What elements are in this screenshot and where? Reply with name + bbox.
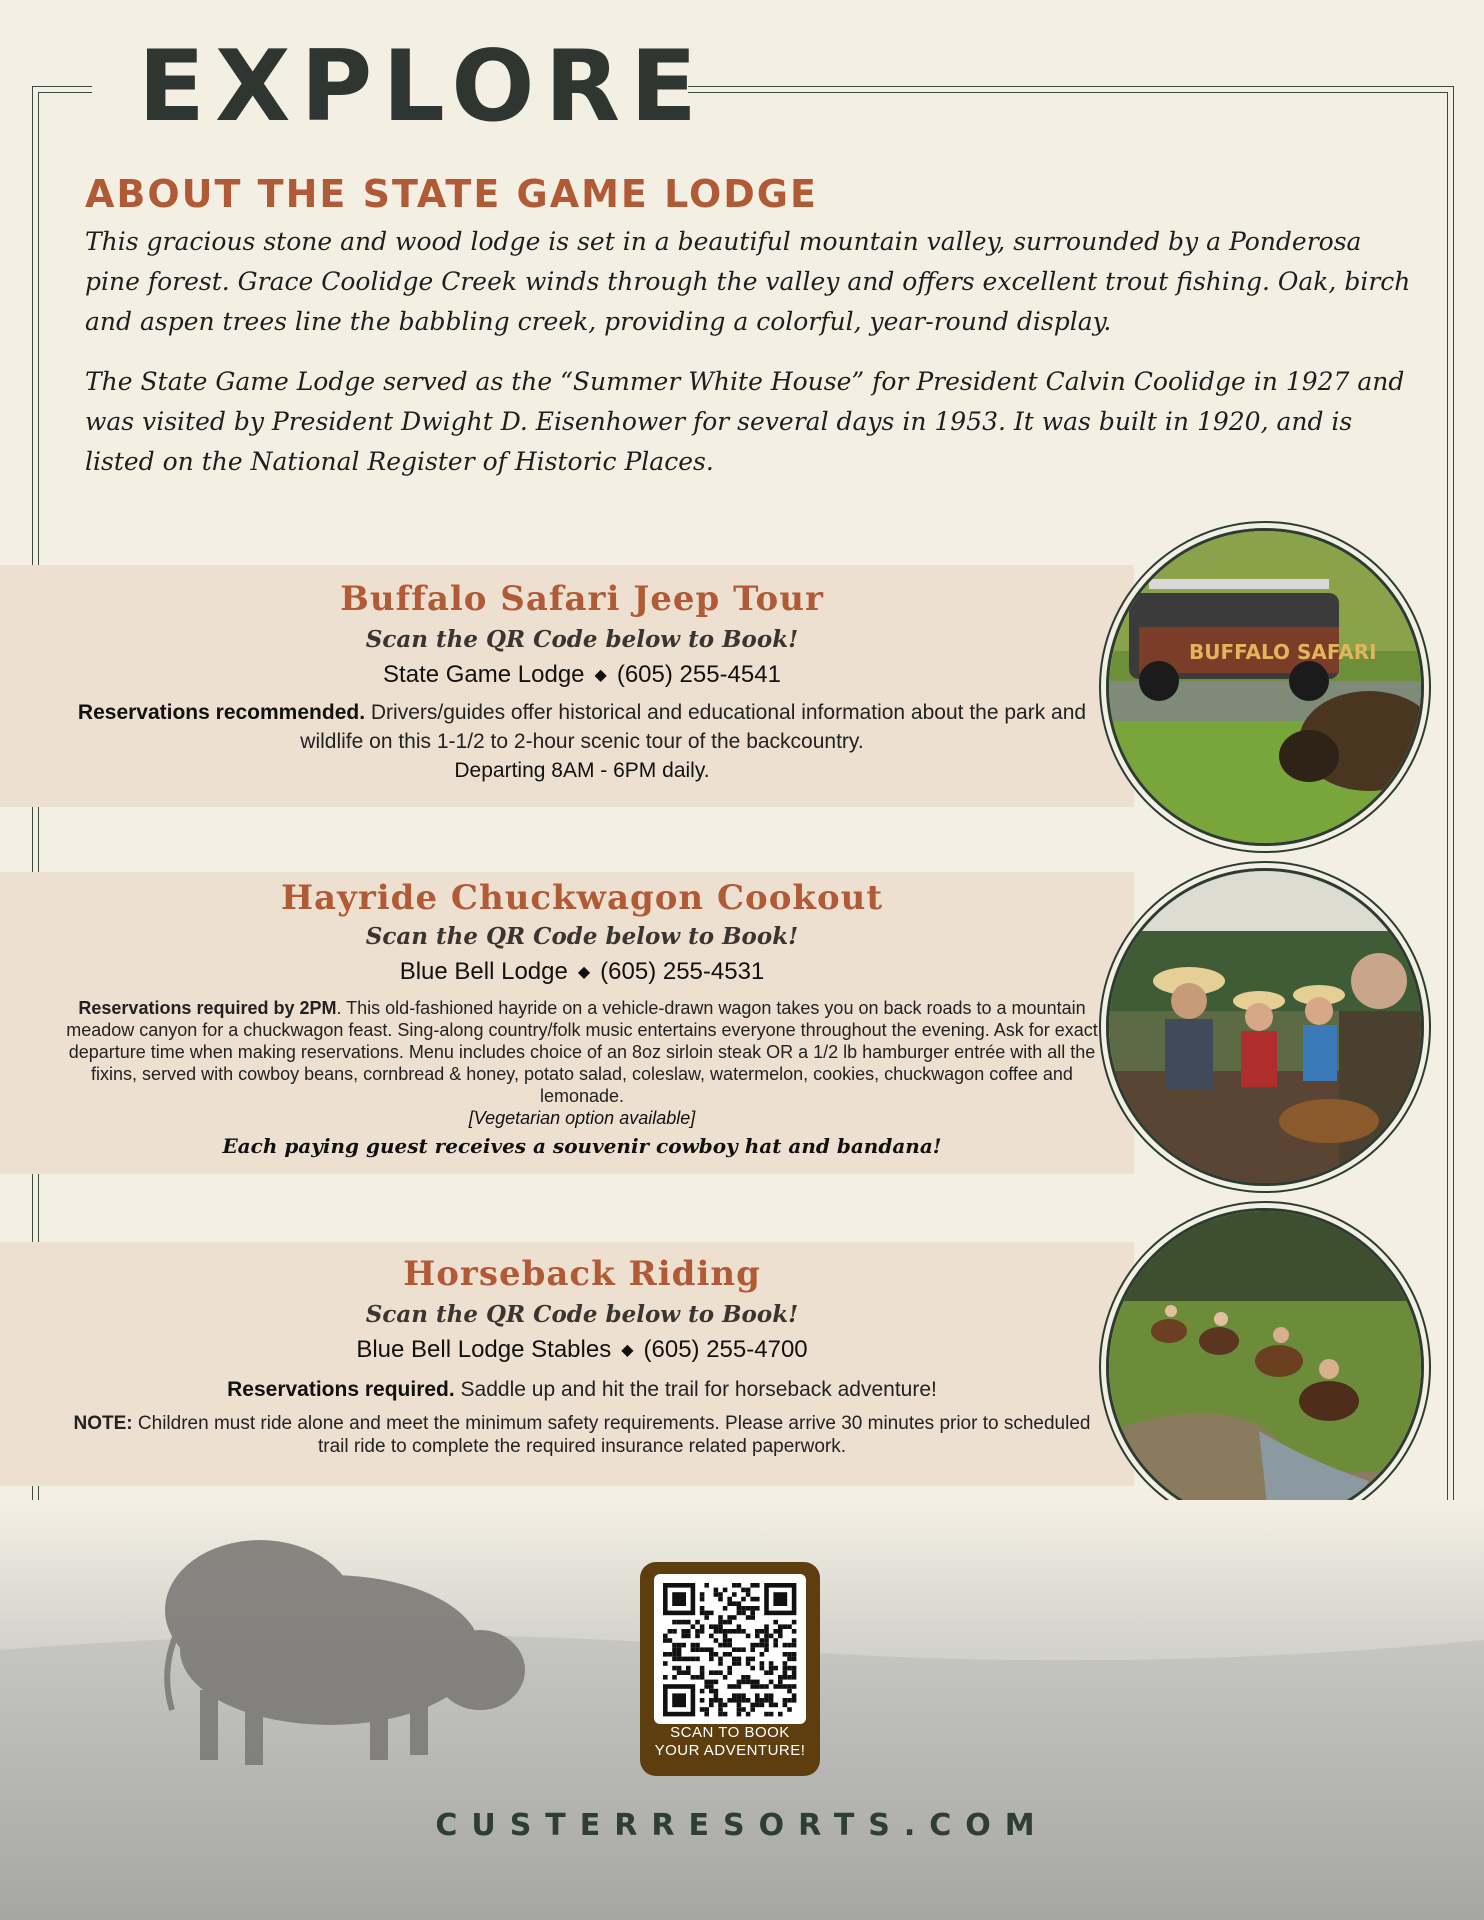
description <box>60 698 1104 756</box>
horseback-photo <box>1106 1208 1424 1526</box>
contact-line <box>60 657 1104 696</box>
location: State Game Lodge <box>383 661 585 688</box>
section-jeep-tour <box>60 577 1104 785</box>
reservation-note: Reservations required. <box>227 1378 455 1401</box>
safety-note <box>60 1412 1104 1458</box>
section-title: Horseback Riding <box>403 1254 761 1294</box>
phone-number[interactable]: (605) 255-4700 <box>643 1336 808 1363</box>
about-heading: ABOUT THE STATE GAME LODGE <box>85 172 818 216</box>
phone-number[interactable]: (605) 255-4531 <box>600 958 765 985</box>
location: Blue Bell Lodge <box>399 958 568 985</box>
scan-prompt: Scan the QR Code below to Book! <box>365 1301 799 1328</box>
contact-line <box>60 1332 1104 1371</box>
about-paragraph-2: The State Game Lodge served as the “Summer White House” for President Calvin Coolidge in 1927 and was visited by President Dwight D. Eisenhower for several days in 1953. It was built in 1920, and is listed on the National Register of Historic Places. <box>85 367 1405 476</box>
description-text: Saddle up and hit the trail for horseback adventure! <box>454 1378 937 1401</box>
scan-prompt: Scan the QR Code below to Book! <box>365 626 799 653</box>
section-title: Hayride Chuckwagon Cookout <box>280 878 884 918</box>
booking-qr-card[interactable] <box>640 1562 820 1776</box>
jeep-banner-text: BUFFALO SAFARI <box>1189 640 1377 664</box>
reservation-note: Reservations recommended. <box>77 701 366 724</box>
description-text: Drivers/guides offer historical and educational information about the park and wildlife on this 1-1/2 to 2-hour scenic tour of the backcountry. <box>300 701 1087 753</box>
description <box>60 997 1104 1107</box>
reservation-note: Reservations required by 2PM <box>78 998 337 1018</box>
qr-caption-line-1: SCAN TO BOOK <box>670 1724 790 1741</box>
section-horseback <box>60 1252 1104 1458</box>
diamond-icon: ◆ <box>621 1342 634 1359</box>
page-title: EXPLORE <box>138 30 707 144</box>
website-link[interactable]: CUSTERRESORTS.COM <box>435 1808 1049 1843</box>
jeep-tour-photo <box>1106 528 1424 846</box>
location: Blue Bell Lodge Stables <box>356 1336 612 1363</box>
phone-number[interactable]: (605) 255-4541 <box>616 661 781 688</box>
hayride-photo <box>1106 868 1424 1186</box>
diamond-icon: ◆ <box>577 964 591 981</box>
description-text: . This old-fashioned hayride on a vehicle-drawn wagon takes you on back roads to a mountain meadow canyon for a chuckwagon feast. Sing-along country/folk music entertains everyone throughout the evening. Ask for exact departure time when making reservations. Menu includes choice of an 8oz sirloin steak OR a 1/2 lb hamburger entrée with all the fixins, served with cowboy beans, cornbread & honey, potato salad, coleslaw, watermelon, cookies, chuckwagon coffee and lemonade. <box>66 998 1098 1106</box>
section-title: Buffalo Safari Jeep Tour <box>340 579 824 619</box>
about-paragraph-1: This gracious stone and wood lodge is set in a beautiful mountain valley, surrounded by a Ponderosa pine forest. Grace Coolidge Creek winds through the valley and offers excellent trout fishing. Oak, birch and aspen trees line the babbling creek, providing a colorful, year-round display. <box>85 227 1411 336</box>
promo-text: Each paying guest receives a souvenir cowboy hat and bandana! <box>222 1134 942 1158</box>
description <box>60 1375 1104 1404</box>
note-text: Children must ride alone and meet the minimum safety requirements. Please arrive 30 minutes prior to scheduled trail ride to complete the required insurance related paperwork. <box>132 1413 1091 1457</box>
qr-caption <box>640 1724 820 1760</box>
vegetarian-note: [Vegetarian option available] <box>468 1108 696 1128</box>
diamond-icon: ◆ <box>594 667 607 684</box>
qr-code-area[interactable] <box>654 1574 806 1724</box>
note-label: NOTE: <box>73 1413 133 1434</box>
departure-times: Departing 8AM - 6PM daily. <box>454 759 710 782</box>
scan-prompt: Scan the QR Code below to Book! <box>365 923 799 950</box>
section-hayride <box>60 876 1104 1163</box>
contact-line <box>60 954 1104 993</box>
qr-caption-line-2: YOUR ADVENTURE! <box>654 1742 806 1759</box>
qr-code-icon <box>654 1574 806 1724</box>
